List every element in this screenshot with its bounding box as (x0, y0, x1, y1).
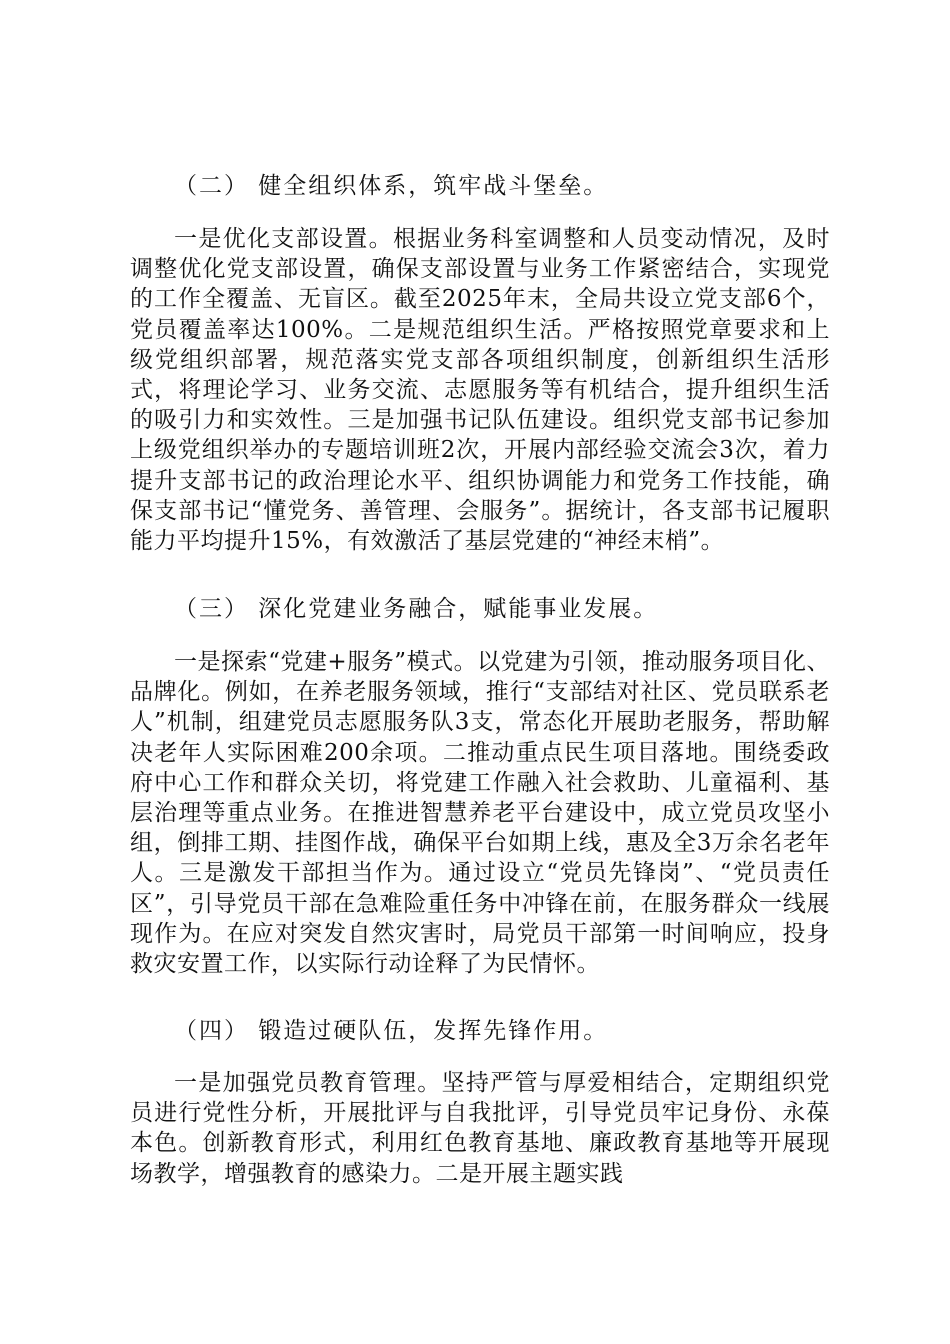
section-heading-3: （三） 深化党建业务融合，赋能事业发展。 (174, 596, 659, 622)
section-paragraph-4: 一是加强党员教育管理。坚持严管与厚爱相结合，定期组织党员进行党性分析，开展批评与自我批评，引导党员牢记身份、永葆本色。创新教育形式，利用红色教育基地、廉政教育基地等开展现场教学，增强教育的感染力。二是开展主题实践 (130, 1070, 830, 1187)
section-heading-4: （四） 锻造过硬队伍，发挥先锋作用。 (174, 1018, 609, 1044)
section-heading-2: （二） 健全组织体系，筑牢战斗堡垒。 (174, 173, 609, 199)
section-paragraph-2: 一是优化支部设置。根据业务科室调整和人员变动情况，及时调整优化党支部设置，确保支部设置与业务工作紧密结合，实现党的工作全覆盖、无盲区。截至2025年末，全局共设立党支部6个，党员覆盖率达100%。二是规范组织生活。严格按照党章要求和上级党组织部署，规范落实党支部各项组织制度，创新组织生活形式，将理论学习、业务交流、志愿服务等有机结合，提升组织生活的吸引力和实效性。三是加强书记队伍建设。组织党支部书记参加上级党组织举办的专题培训班2次，开展内部经验交流会3次，着力提升支部书记的政治理论水平、组织协调能力和党务工作技能，确保支部书记“懂党务、善管理、会服务”。据统计，各支部书记履职能力平均提升15%，有效激活了基层党建的“神经末梢”。 (130, 226, 830, 555)
section-paragraph-3: 一是探索“党建+服务”模式。以党建为引领，推动服务项目化、品牌化。例如，在养老服务领域，推行“支部结对社区、党员联系老人”机制，组建党员志愿服务队3支，常态化开展助老服务，帮助解决老年人实际困难200余项。二推动重点民生项目落地。围绕委政府中心工作和群众关切，将党建工作融入社会救助、儿童福利、基层治理等重点业务。在推进智慧养老平台建设中，成立党员攻坚小组，倒排工期、挂图作战，确保平台如期上线，惠及全3万余名老年人。三是激发干部担当作为。通过设立“党员先锋岗”、“党员责任区”，引导党员干部在急难险重任务中冲锋在前，在服务群众一线展现作为。在应对突发自然灾害时，局党员干部第一时间响应，投身救灾安置工作，以实际行动诠释了为民情怀。 (130, 649, 830, 978)
